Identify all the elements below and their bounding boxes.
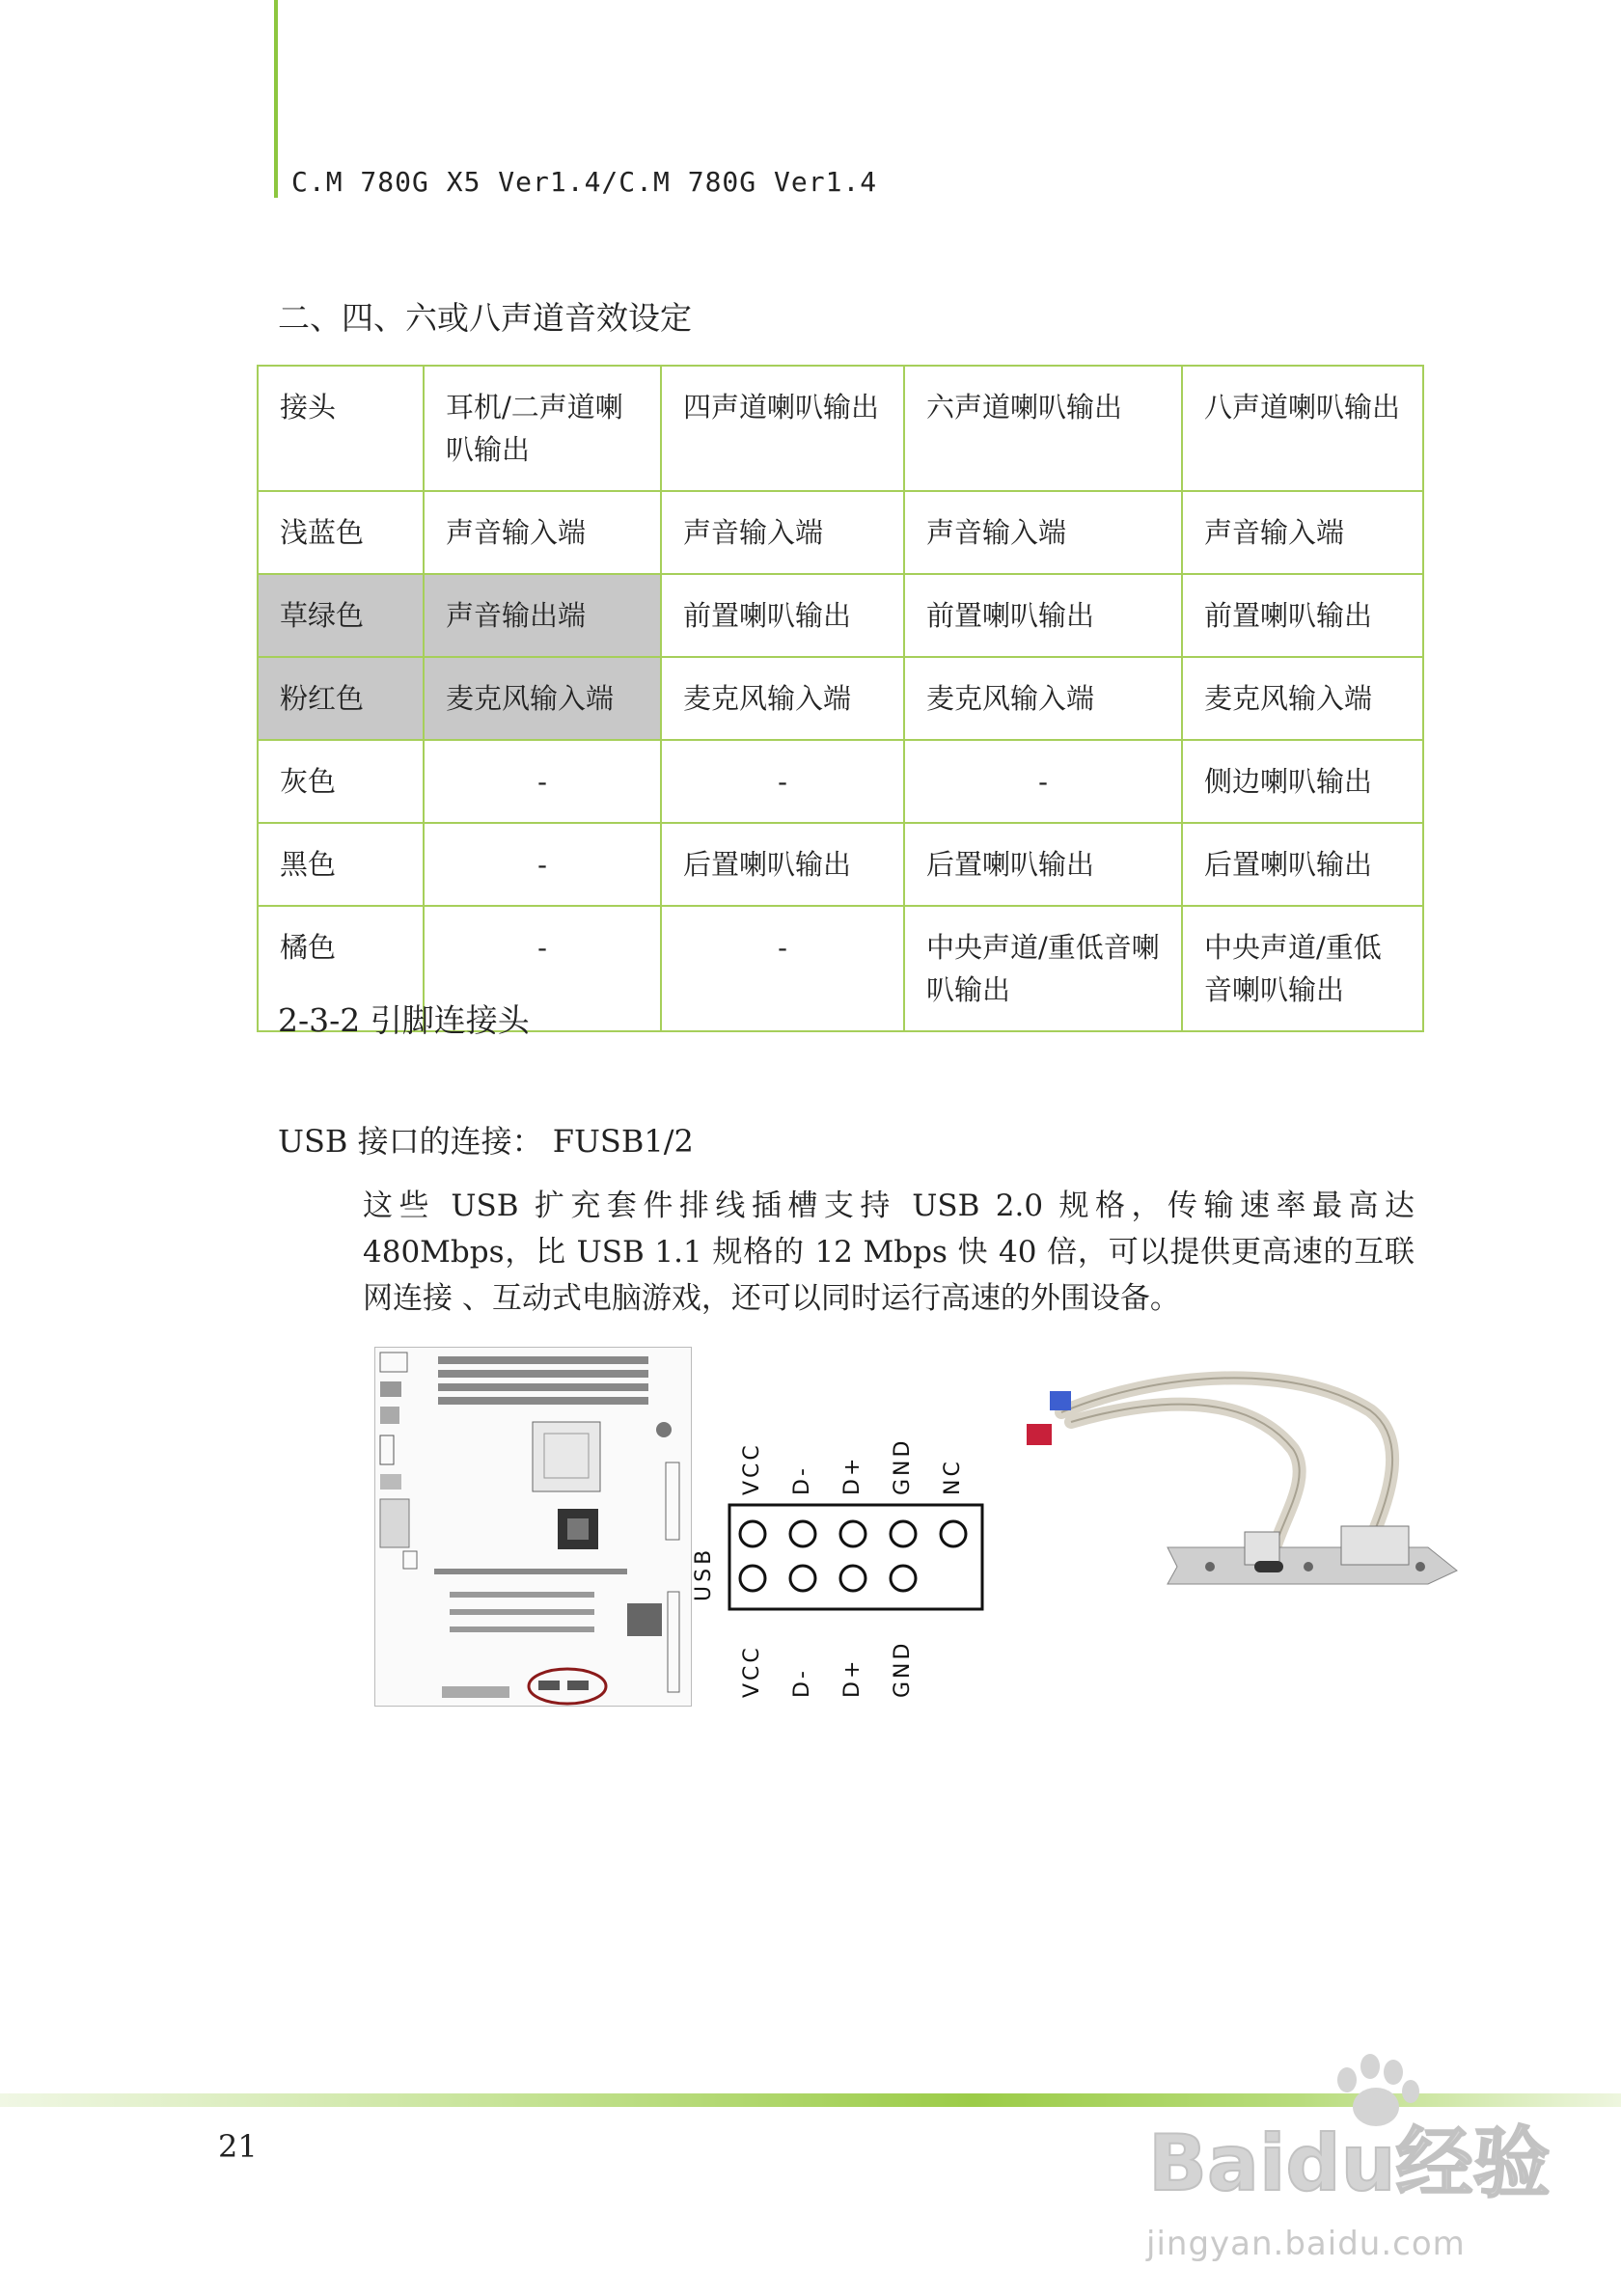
table-cell: 前置喇叭输出 [1182, 574, 1423, 657]
table-cell: 橘色 [258, 906, 424, 1031]
table-cell: 后置喇叭输出 [661, 823, 904, 906]
paw-icon [1337, 2054, 1419, 2126]
table-cell: 麦克风输入端 [904, 657, 1182, 740]
table-cell: 浅蓝色 [258, 491, 424, 574]
pin-label-bottom: VCC [740, 1645, 764, 1698]
motherboard-layout-image [374, 1347, 695, 1708]
table-header-row [258, 366, 1423, 491]
pin-label-top: GND [891, 1437, 915, 1495]
table-cell: 前置喇叭输出 [661, 574, 904, 657]
table-cell: 声音输入端 [904, 491, 1182, 574]
table-cell: 后置喇叭输出 [904, 823, 1182, 906]
usb-bracket-cable-image [1003, 1343, 1472, 1682]
table-cell: - [424, 740, 661, 823]
table-cell: 草绿色 [258, 574, 424, 657]
table-cell: - [424, 823, 661, 906]
usb-pin-diagram [692, 1437, 1000, 1713]
header-accent-line [274, 0, 278, 198]
table-cell: 后置喇叭输出 [1182, 823, 1423, 906]
table-header-cell: 八声道喇叭输出 [1182, 366, 1423, 491]
table-cell: - [904, 740, 1182, 823]
table-cell: 麦克风输入端 [424, 657, 661, 740]
table-cell: 侧边喇叭输出 [1182, 740, 1423, 823]
table-cell: 黑色 [258, 823, 424, 906]
pin-label-top: VCC [740, 1442, 764, 1495]
header-title: C.M 780G X5 Ver1.4/C.M 780G Ver1.4 [291, 166, 878, 198]
page-number: 21 [218, 2128, 258, 2165]
usb-description: 这些 USB 扩充套件排线插槽支持 USB 2.0 规格，传输速率最高达 480Mbps，比 USB 1.1 规格的 12 Mbps 快 40 倍，可以提供更高速的互联网连接 、互动式电脑游戏，还可以同时运行高速的外围设备。 [363, 1189, 1415, 1316]
table-cell: 声音输入端 [1182, 491, 1423, 574]
table-cell: 粉红色 [258, 657, 424, 740]
usb-heading: USB 接口的连接： FUSB1/2 [278, 1123, 694, 1160]
table-cell: 灰色 [258, 740, 424, 823]
table-cell: - [661, 740, 904, 823]
watermark-brand: Baidu经验 [1148, 2118, 1551, 2208]
table-cell: 声音输出端 [424, 574, 661, 657]
table-header-cell: 六声道喇叭输出 [904, 366, 1182, 491]
audio-channel-table [257, 365, 1424, 1032]
table-header-cell: 四声道喇叭输出 [661, 366, 904, 491]
table-cell: 声音输入端 [661, 491, 904, 574]
table-cell: - [661, 906, 904, 1031]
pin-label-top: NC [941, 1459, 965, 1495]
table-cell: 中央声道/重低音喇叭输出 [904, 906, 1182, 1031]
section-title: 二、四、六或八声道音效设定 [278, 299, 692, 337]
table-header-cell: 接头 [258, 366, 424, 491]
pin-label-top: D+ [840, 1455, 865, 1495]
subsection-title: 2-3-2 引脚连接头 [278, 1001, 530, 1039]
pin-label-bottom: GND [891, 1640, 915, 1698]
pin-label-bottom: D+ [840, 1657, 865, 1698]
table-row [258, 491, 1423, 574]
table-cell: - [424, 906, 661, 1031]
baidu-jingyan-watermark [1139, 2045, 1592, 2228]
table-cell: 声音输入端 [424, 491, 661, 574]
pin-label-top: D- [790, 1465, 814, 1495]
table-row [258, 574, 1423, 657]
table-row [258, 740, 1423, 823]
table-cell: 中央声道/重低音喇叭输出 [1182, 906, 1423, 1031]
table-cell: 麦克风输入端 [1182, 657, 1423, 740]
table-cell: 麦克风输入端 [661, 657, 904, 740]
table-row [258, 657, 1423, 740]
table-header-cell: 耳机/二声道喇叭输出 [424, 366, 661, 491]
pin-label-bottom: D- [790, 1668, 814, 1698]
watermark-url: jingyan.baidu.com [1146, 2225, 1466, 2263]
table-row [258, 823, 1423, 906]
table-cell: 前置喇叭输出 [904, 574, 1182, 657]
usb-side-label: USB [692, 1545, 716, 1601]
